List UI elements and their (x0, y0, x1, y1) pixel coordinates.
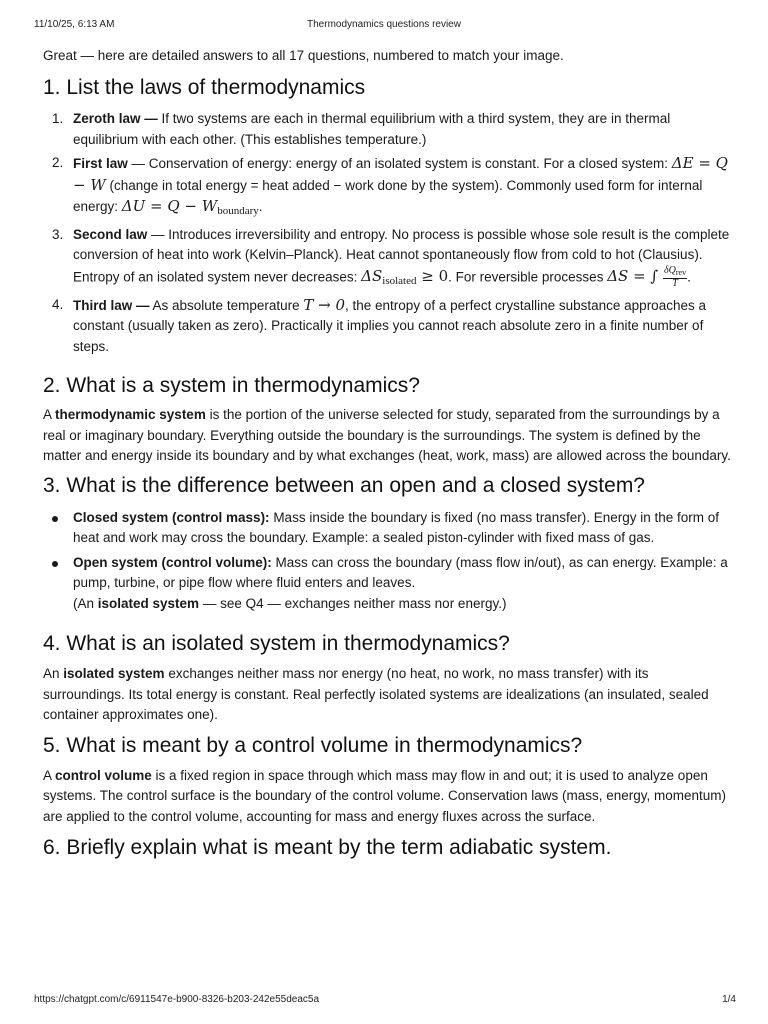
paragraph-system: A thermodynamic system is the portion of the universe selected for study, separated from the surroundings by a real or imaginary boundary. Everything outside the boundary is the surroundings. The system is defined by the matter and energy inside its boundary and by what exchanges (heat, work, mass) are allowed across the boundary. (43, 407, 731, 463)
heading-laws: 1. List the laws of thermodynamics (43, 76, 366, 99)
page-url: https://chatgpt.com/c/6911547e-b900-8326-b203-242e55deac5a (34, 994, 320, 1005)
list-item-first-law: 2. First law — Conservation of energy: energy of an isolated system is constant. For a closed system: ΔE = Q − W (change in total energy = heat added − work done by the system). Commonly used form for internal energy: $\Delta U = Q - W_{boundary}$. (52, 154, 728, 217)
heading-isolated: 4. What is an isolated system in thermodynamics? (43, 632, 510, 655)
heading-adiabatic: 6. Briefly explain what is meant by the term adiabatic system. (43, 836, 612, 859)
equation-entropy-isolated: $\Delta S_{isolated} \ge 0$ (361, 267, 449, 287)
equation-temperature-limit: T → 0 (303, 295, 346, 314)
list-item-closed-system: Closed system (control mass): Mass inside the boundary is fixed (no mass transfer). Energy in the form of heat and work may cross the boundary. Example: a sealed piston-cylinder with fixed mass of gas. (43, 508, 733, 549)
list-item-zeroth-law: 1. Zeroth law — If two systems are each in thermal equilibrium with a third system, they are in thermal equilibrium with each other. (This establishes temperature.) (52, 111, 671, 147)
equation-entropy-reversible: ΔS = ∫ $\frac{\delta Q_{rev}}{T}$ (607, 264, 687, 289)
paragraph-control-volume: A control volume is a fixed region in space through which mass may flow in and out; it is used to analyze open systems. The control surface is the boundary of the control volume. Conservation laws (mass, energy, momentum) are applied to the control volume, accounting for mass and energy fluxes across the surface. (43, 767, 727, 824)
print-title: Thermodynamics questions review (307, 19, 461, 30)
laws-list (43, 109, 733, 357)
system-types-list (43, 508, 733, 615)
list-item-open-system: Open system (control volume): Mass can cross the boundary (mass flow in/out), as can energy. Example: a pump, turbine, or pipe flow where fluid enters and leaves. (An isolated system — see Q4 — exchanges neither mass nor energy.) (43, 553, 733, 615)
paragraph-isolated: An isolated system exchanges neither mass nor energy (no heat, no work, no mass transfer) with its surroundings. Its total energy is constant. Real perfectly isolated systems are idealizations (an insulated, sealed container approximates one). (43, 666, 709, 722)
intro-text: Great — here are detailed answers to all 17 questions, numbered to match your image. (43, 48, 564, 63)
page-number: 1/4 (722, 994, 736, 1005)
equation-energy: ΔE = Q − W (73, 154, 728, 194)
print-header (0, 19, 768, 35)
heading-system: 2. What is a system in thermodynamics? (43, 374, 420, 397)
bullet-icon (52, 516, 58, 522)
print-datetime: 11/10/25, 6:13 AM (34, 19, 115, 30)
equation-internal-energy: $\Delta U = Q - W_{boundary}$ (121, 197, 259, 217)
heading-control-volume: 5. What is meant by a control volume in thermodynamics? (43, 733, 583, 757)
document-content (43, 46, 733, 861)
heading-open-closed: 3. What is the difference between an open and a closed system? (43, 473, 645, 497)
list-item-second-law: 3. Second law — Introduces irreversibility and entropy. No process is possible whose sole result is the complete conversion of heat into work (Kelvin–Planck). Heat cannot spontaneously flow from cold to hot (Clausius). Entropy of an isolated system never decreases: $\Delta S_{isolated} \ge 0$. For reversible processes ΔS = ∫ $\frac{\delta Q_{rev}}{T}$ . (52, 226, 730, 289)
bullet-icon (52, 561, 58, 567)
list-item-third-law: 4. Third law — As absolute temperature T → 0, the entropy of a perfect crystalline substance approaches a constant (usually taken as zero). Practically it implies you cannot reach absolute zero in a finite number of steps. (52, 295, 706, 354)
